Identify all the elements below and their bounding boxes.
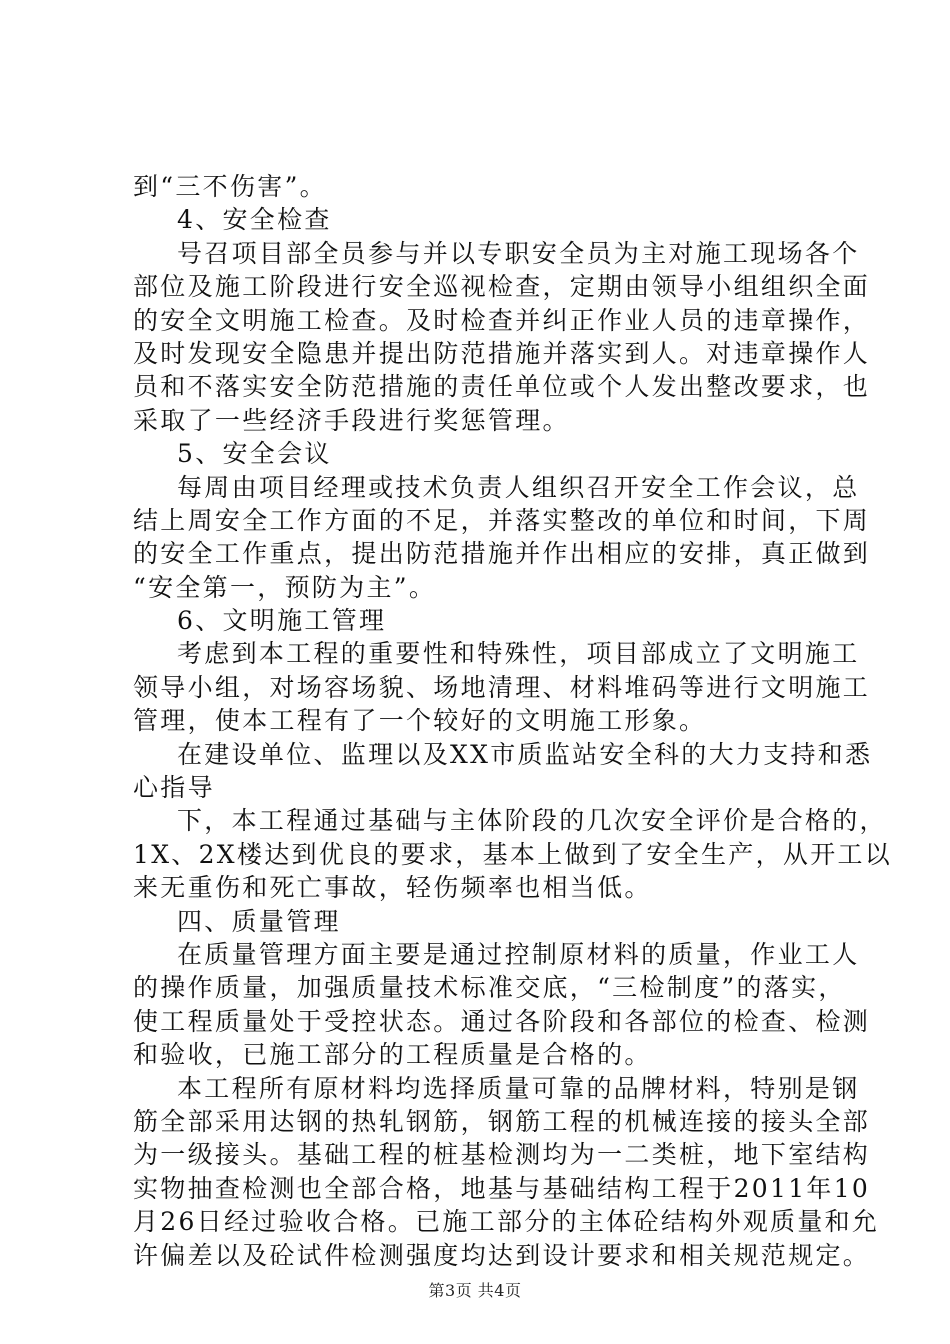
paragraph-line: 使工程质量处于受控状态。通过各阶段和各部位的检查、检测 [133, 1006, 871, 1036]
paragraph-line: 管理，使本工程有了一个较好的文明施工形象。 [133, 706, 707, 736]
paragraph-line: 心指导 [133, 773, 215, 803]
section-heading: 5、安全会议 [177, 439, 332, 469]
paragraph-line: 考虑到本工程的重要性和特殊性，项目部成立了文明施工 [177, 639, 860, 669]
paragraph-line: 实物抽查检测也全部合格，地基与基础结构工程于2011年10 [133, 1173, 871, 1203]
paragraph-line: 领导小组，对场容场貌、场地清理、材料堆码等进行文明施工 [133, 672, 871, 702]
paragraph-line: 筋全部采用达钢的热轧钢筋，钢筋工程的机械连接的接头全部 [133, 1106, 871, 1136]
paragraph-line: “安全第一，预防为主”。 [133, 572, 437, 602]
paragraph-line: 1X、2X楼达到优良的要求，基本上做到了安全生产，从开工以 [133, 839, 893, 869]
paragraph-line: 在质量管理方面主要是通过控制原材料的质量，作业工人 [177, 939, 860, 969]
paragraph-line: 员和不落实安全防范措施的责任单位或个人发出整改要求，也 [133, 372, 871, 402]
paragraph-line: 的安全文明施工检查。及时检查并纠正作业人员的违章操作， [133, 305, 871, 335]
paragraph-line: 部位及施工阶段进行安全巡视检查，定期由领导小组组织全面 [133, 272, 871, 302]
section-heading: 四、质量管理 [177, 906, 341, 936]
paragraph-line: 号召项目部全员参与并以专职安全员为主对施工现场各个 [177, 238, 860, 268]
paragraph-line: 下，本工程通过基础与主体阶段的几次安全评价是合格的， [177, 806, 887, 836]
paragraph-line: 采取了一些经济手段进行奖惩管理。 [133, 405, 570, 435]
document-body [133, 170, 893, 1272]
page-number-footer: 第3页 共4页 [428, 1281, 522, 1300]
paragraph-line: 到“三不伤害”。 [133, 172, 327, 201]
paragraph-line: 来无重伤和死亡事故，轻伤频率也相当低。 [133, 873, 652, 903]
section-heading: 6、文明施工管理 [177, 606, 387, 636]
paragraph-line: 为一级接头。基础工程的桩基检测均为一二类桩，地下室结构 [133, 1140, 871, 1170]
paragraph-line: 及时发现安全隐患并提出防范措施并落实到人。对违章操作人 [133, 338, 871, 368]
paragraph-line: 在建设单位、监理以及XX市质监站安全科的大力支持和悉 [177, 739, 873, 769]
paragraph-line: 和验收，已施工部分的工程质量是合格的。 [133, 1040, 652, 1070]
paragraph-line: 的操作质量，加强质量技术标准交底，“三检制度”的落实， [133, 973, 846, 1003]
section-heading: 4、安全检查 [177, 205, 332, 235]
paragraph-line: 本工程所有原材料均选择质量可靠的品牌材料，特别是钢 [177, 1073, 860, 1103]
paragraph-line: 每周由项目经理或技术负责人组织召开安全工作会议，总 [177, 472, 860, 502]
paragraph-line: 月26日经过验收合格。已施工部分的主体砼结构外观质量和允 [133, 1207, 880, 1237]
paragraph-line: 结上周安全工作方面的不足，并落实整改的单位和时间，下周 [133, 505, 871, 535]
paragraph-line: 许偏差以及砼试件检测强度均达到设计要求和相关规范规定。 [133, 1240, 871, 1270]
paragraph-line: 的安全工作重点，提出防范措施并作出相应的安排，真正做到 [133, 539, 871, 569]
